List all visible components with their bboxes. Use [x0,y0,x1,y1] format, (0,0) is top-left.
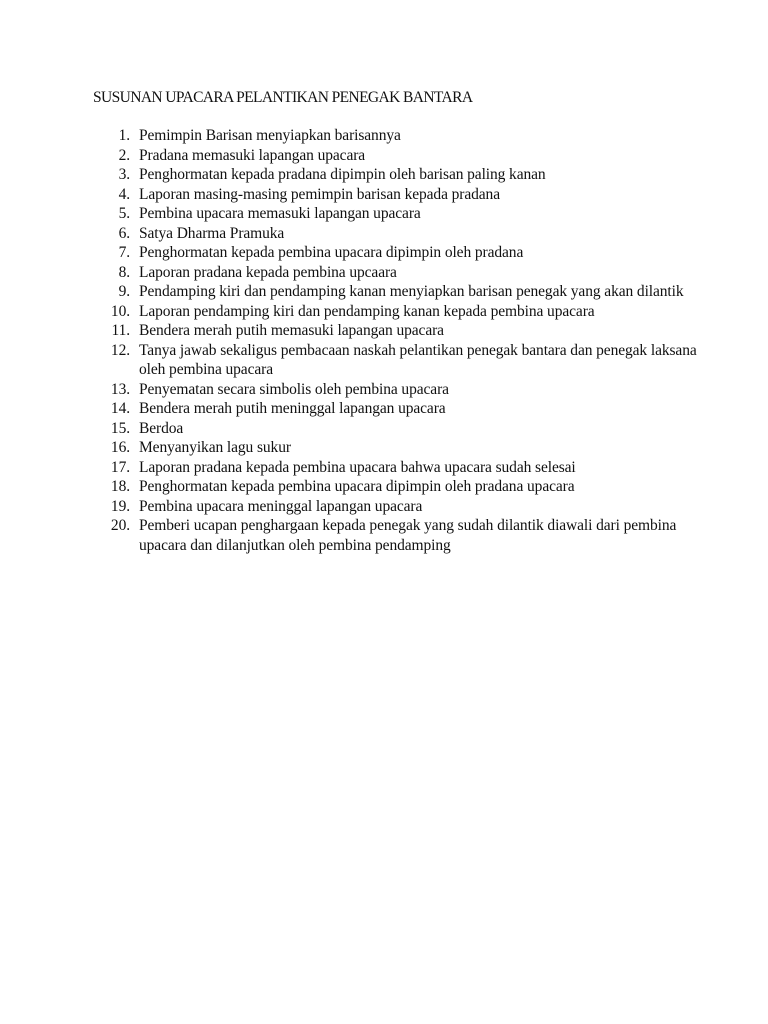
list-item [0,126,768,146]
step-text: Pemimpin Barisan menyiapkan barisannya [139,127,401,144]
step-number: 6. [118,224,130,242]
step-number: 11. [111,322,130,339]
list-item [0,204,768,224]
step-number: 7. [118,244,130,261]
step-text: Laporan pendamping kiri dan pendamping kanan kepada pembina upacara [139,302,595,320]
list-item [0,458,768,478]
list-item [0,185,768,205]
list-item [0,380,768,400]
step-text: Pradana memasuki lapangan upacara [139,146,366,164]
step-number: 12. [110,341,130,359]
list-item [0,438,768,458]
step-text: Pendamping kiri dan pendamping kanan menyiapkan barisan penegak yang akan dilantik [139,283,684,300]
step-text: Menyanyikan lagu sukur [139,439,291,456]
step-number: 9. [118,283,130,300]
step-number: 13. [110,380,130,398]
step-number: 15. [110,419,130,437]
step-number: 18. [110,478,130,495]
list-item [0,243,768,263]
step-text: Pemberi ucapan penghargaan kepada penegak yang sudah dilantik diawali dari pembina upacara dan dilanjutkan oleh pembina pendamping [139,517,677,554]
step-text: Penyematan secara simbolis oleh pembina upacara [139,380,449,398]
step-number: 20. [110,517,130,534]
list-item [0,399,768,419]
step-number: 4. [118,185,130,203]
step-text: Laporan pradana kepada pembina upcaara [139,263,397,281]
step-text: Laporan masing-masing pemimpin barisan kepada pradana [139,185,500,203]
list-item [0,477,768,497]
step-number: 19. [110,497,130,515]
list-item [0,419,768,439]
list-item [0,497,768,517]
step-number: 5. [118,205,130,222]
step-text: Berdoa [139,419,184,437]
step-text: Pembina upacara memasuki lapangan upacara [139,205,421,222]
list-item [0,224,768,244]
step-number: 10. [110,302,130,320]
step-number: 16. [110,439,130,456]
step-number: 17. [110,458,130,476]
step-text: Satya Dharma Pramuka [139,224,285,242]
step-number: 8. [118,263,130,281]
list-item [0,516,768,555]
step-text: Penghormatan kepada pembina upacara dipimpin oleh pradana [139,244,524,261]
step-text: Pembina upacara meninggal lapangan upacara [139,497,423,515]
list-item [0,302,768,322]
step-text: Penghormatan kepada pembina upacara dipimpin oleh pradana upacara [139,478,575,495]
ceremony-steps-list [0,126,768,555]
document-title: SUSUNAN UPACARA PELANTIKAN PENEGAK BANTARA [93,89,473,106]
list-item [0,146,768,166]
step-number: 1. [118,127,130,144]
list-item [0,341,768,380]
step-text: Bendera merah putih memasuki lapangan upacara [139,322,444,339]
step-text: Bendera merah putih meninggal lapangan upacara [139,400,446,417]
step-text: Tanya jawab sekaligus pembacaan naskah pelantikan penegak bantara dan penegak laksana oleh pembina upacara [139,341,697,378]
step-text: Laporan pradana kepada pembina upacara bahwa upacara sudah selesai [139,458,576,476]
list-item [0,263,768,283]
step-number: 14. [110,400,130,417]
step-number: 3. [118,166,130,183]
step-number: 2. [118,146,130,164]
step-text: Penghormatan kepada pradana dipimpin oleh barisan paling kanan [139,166,546,183]
list-item [0,282,768,302]
list-item [0,321,768,341]
list-item [0,165,768,185]
